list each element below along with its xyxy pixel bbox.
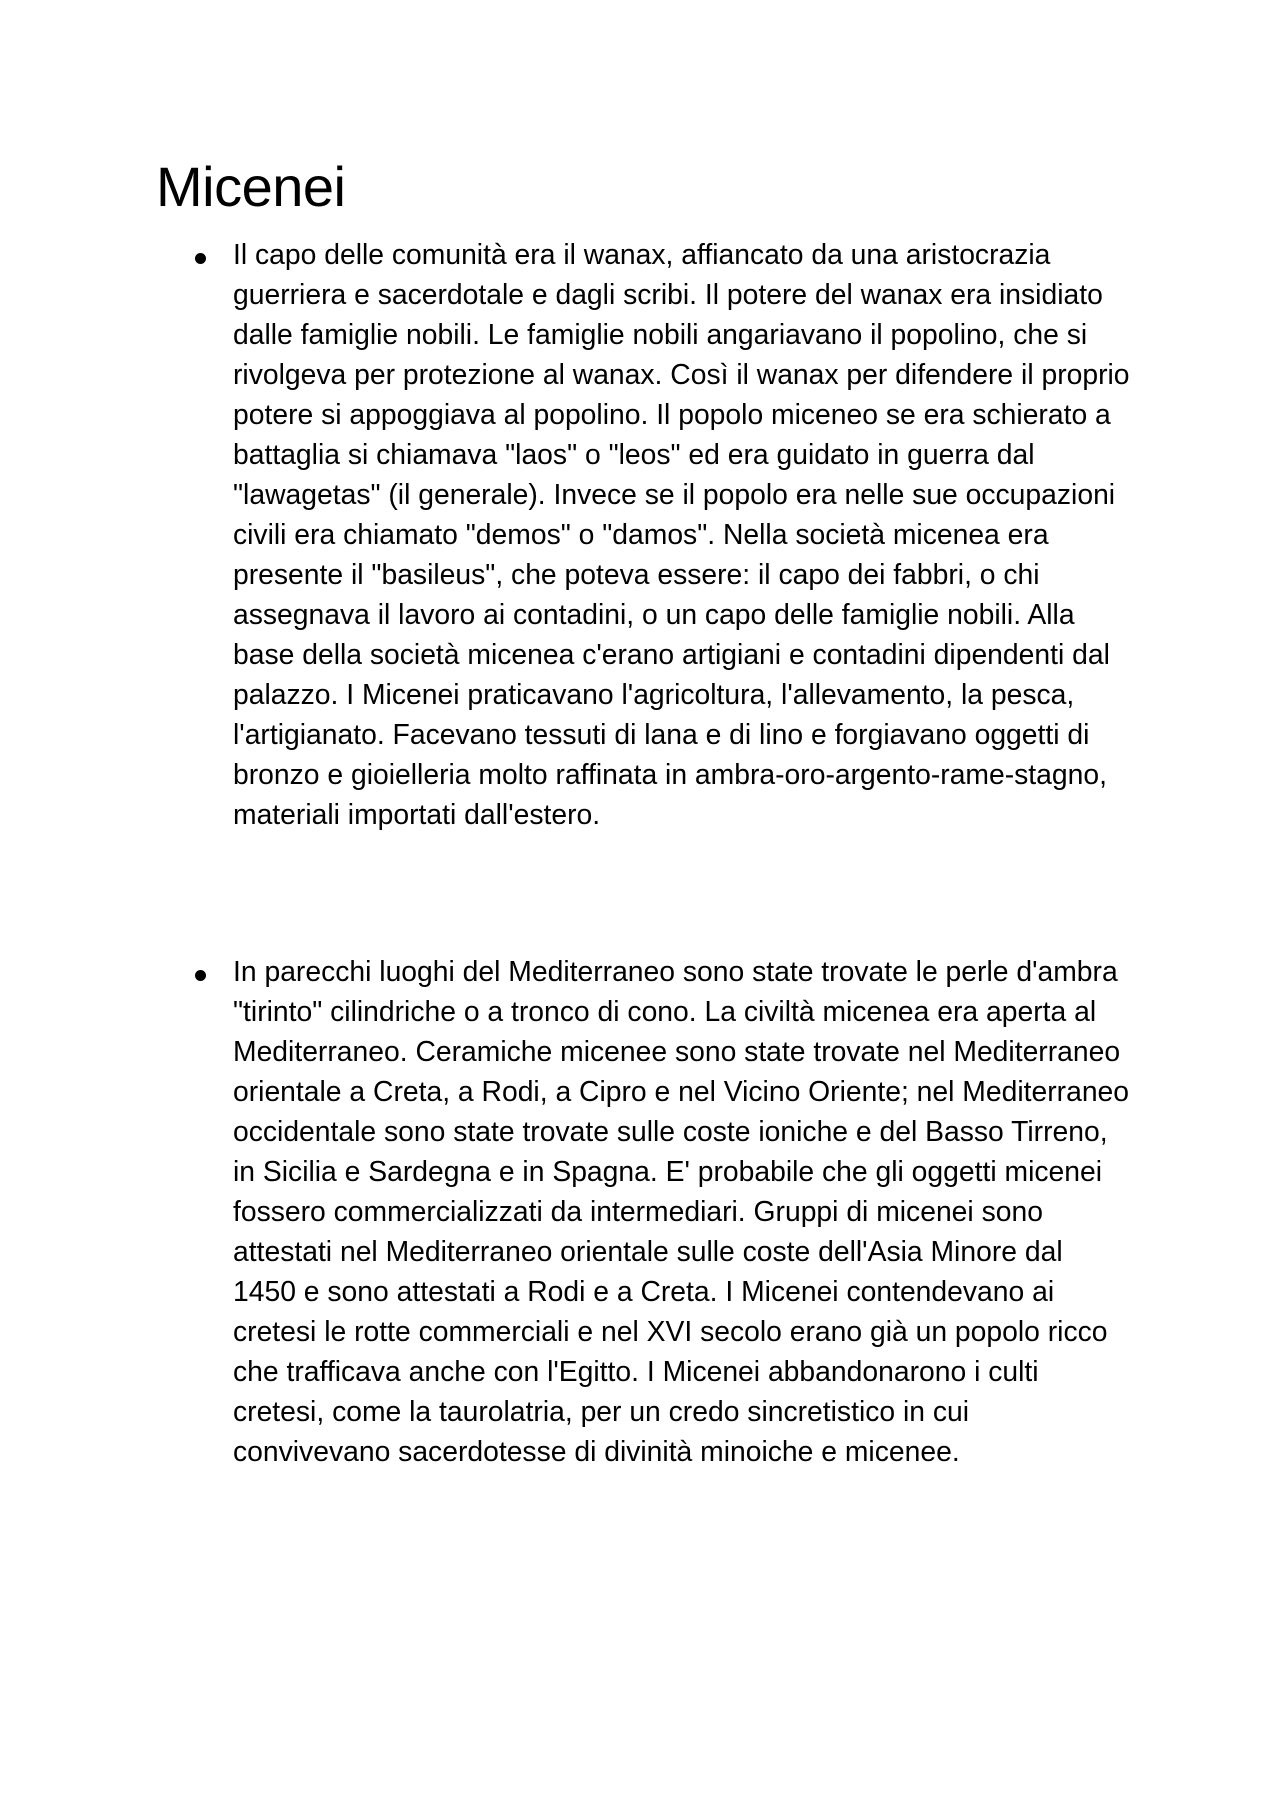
page-title: Micenei	[156, 155, 346, 218]
paragraph-mediterranean-trade: In parecchi luoghi del Mediterraneo sono state trovate le perle d'ambra "tirinto" cilindriche o a tronco di cono. La civiltà micenea era aperta al Mediterraneo. Ceramiche micenee sono state trovate nel Mediterraneo orientale a Creta, a Rodi, a Cipro e nel Vicino Oriente; nel Mediterraneo occidentale sono state trovate sulle coste ioniche e del Basso Tirreno, in Sicilia e Sardegna e in Spagna. E' probabile che gli oggetti micenei fossero commercializzati da intermediari. Gruppi di micenei sono attestati nel Mediterraneo orientale sulle coste dell'Asia Minore dal 1450 e sono attestati a Rodi e a Creta. I Micenei contendevano ai cretesi le rotte commerciali e nel XVI secolo erano già un popolo ricco che trafficava anche con l'Egitto. I Micenei abbandonarono i culti cretesi, come la taurolatria, per un credo sincretistico in cui convivevano sacerdotesse di divinità minoiche e micenee.	[233, 955, 1130, 1467]
bullet-icon	[195, 970, 206, 981]
bullet-icon	[195, 253, 206, 264]
paragraph-social-structure: Il capo delle comunità era il wanax, affiancato da una aristocrazia guerriera e sacerdotale e dagli scribi. Il potere del wanax era insidiato dalle famiglie nobili. Le famiglie nobili angariavano il popolino, che si rivolgeva per protezione al wanax. Così il wanax per difendere il proprio potere si appoggiava al popolino. Il popolo miceneo se era schierato a battaglia si chiamava "laos" o "leos" ed era guidato in guerra dal "lawagetas" (il generale). Invece se il popolo era nelle sue occupazioni civili era chiamato "demos" o "damos". Nella società micenea era presente il "basileus", che poteva essere: il capo dei fabbri, o chi assegnava il lavoro ai contadini, o un capo delle famiglie nobili. Alla base della società micenea c'erano artigiani e contadini dipendenti dal palazzo. I Micenei praticavano l'agricoltura, l'allevamento, la pesca, l'artigianato. Facevano tessuti di lana e di lino e forgiavano oggetti di bronzo e gioielleria molto raffinata in ambra-oro-argento-rame-stagno, materiali importati dall'estero.	[233, 238, 1130, 830]
